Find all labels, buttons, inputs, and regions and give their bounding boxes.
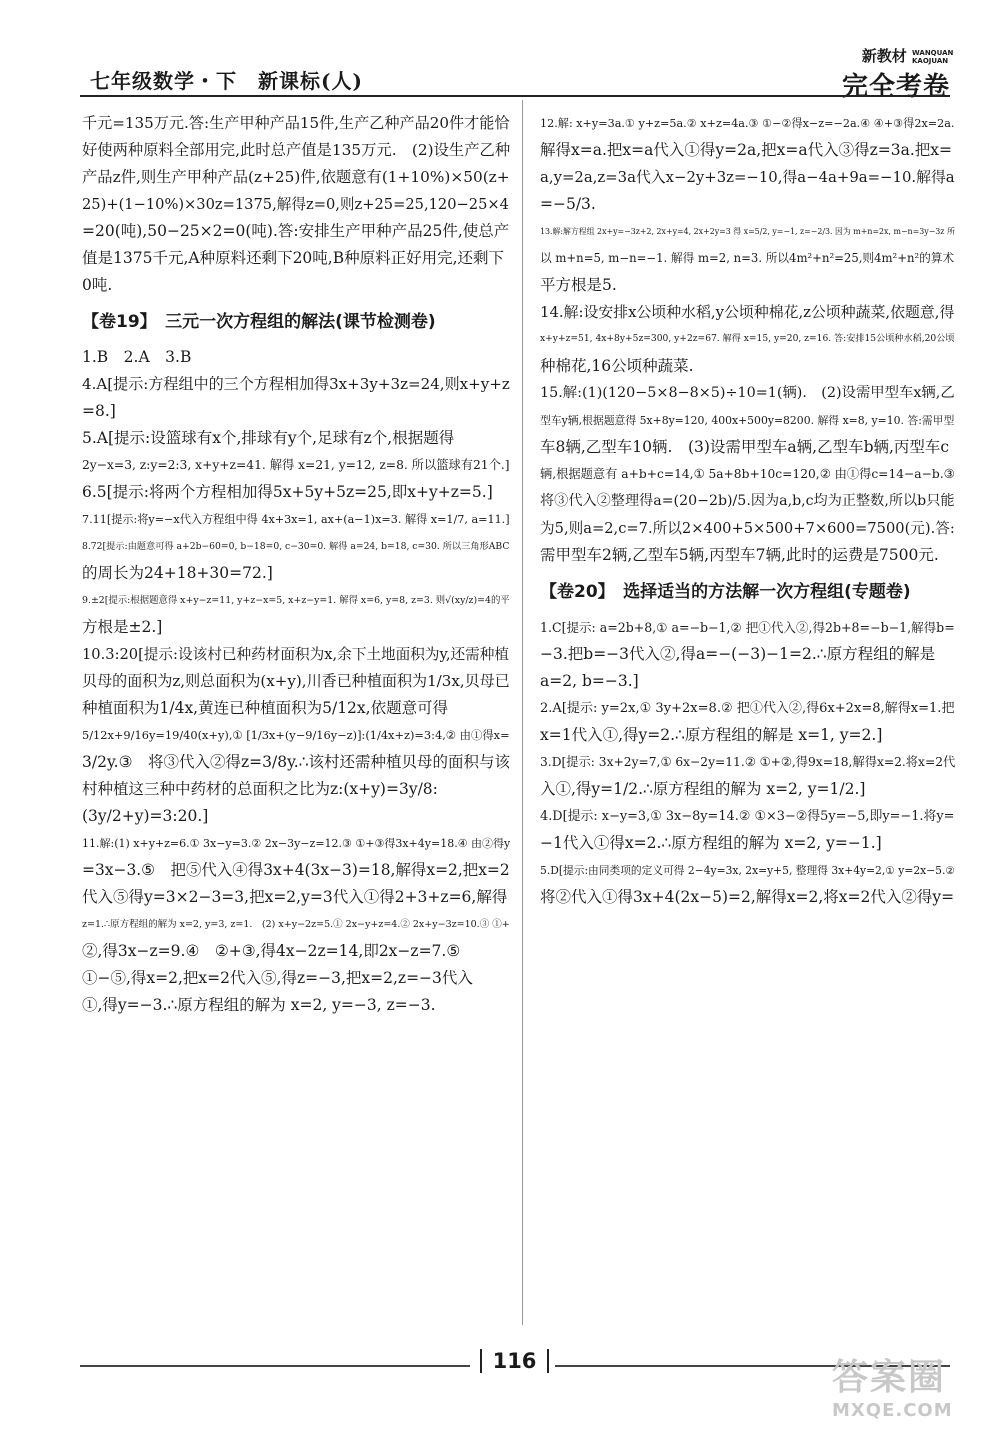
answer-line: 11.解:(1) x+y+z=6.① 3x−y=3.② 2x−3y−z=12.③ ①+③得3x+4y=18.④ 由②得y [82,837,510,850]
watermark-url: MXQE.COM [832,1400,953,1421]
answer-line: 5/12x+9/16y=19/40(x+y),① [1/3x+(y−9/16y−z)]:(1/4x+z)=3:4,② 由①得x= [82,728,510,742]
answer-line: 0吨. [82,276,113,294]
answer-line: 3/2y.③ 将③代入②得z=3/8y.∴该村还需种植贝母的面积与该 [82,753,510,771]
answer-line: 千元=135万元.答:生产甲种产品15件,生产乙种产品20件才能恰 [82,114,510,132]
answer-line: 7.11[提示:将y=−x代入方程组中得 4x+3x=1, ax+(a−1)x=3. 解得 x=1/7, a=11.] [82,513,510,526]
answer-line: 25)+(1−10%)×30z=1375,解得z=0,则z+25=25,120−25×4 [82,196,509,213]
answer-line: 入①,得y=1/2.∴原方程组的解为 x=2, y=1/2.] [540,780,866,798]
answer-line: 平方根是5. [540,276,617,294]
answer-line: ②,得3x−z=9.④ ②+③,得4x−2z=14,即2x−z=7.⑤ [82,942,461,960]
answer-line: 贝母的面积为z,则总面积为(x+y),川香已种植面积为1/3x,贝母已 [82,672,510,690]
answer-line: 好使两种原料全部用完,此时总产值是135万元. (2)设生产乙种 [82,141,510,159]
answer-line: 2y−x=3, z:y=2:3, x+y+z=41. 解得 x=21, y=12, z=8. 所以篮球有21个.] [82,458,510,472]
answer-line: x+y+z=51, 4x+8y+5z=300, y+2z=67. 解得 x=15, y=20, z=16. 答:安排15公顷种水稻,20公顷 [540,334,955,344]
answer-line: 8.72[提示:由题意可得 a+2b−60=0, b−18=0, c−30=0. 解得 a=24, b=18, c=30. 所以三角形ABC [82,541,510,552]
answer-line: a,y=2a,z=3a代入x−2y+3z=−10,得a−4a+9a=−10.解得a [540,168,955,186]
brand-top: 新教材 [861,47,907,65]
answer-line: 的周长为24+18+30=72.] [82,564,273,582]
brand-pinyin: WANQUAN KAOJUAN [912,49,954,65]
left-column [82,110,510,1019]
answer-line: 辆,根据题意有 a+b+c=14,① 5a+8b+10c=120,② 由①得c=14−a−b.③ [540,467,955,481]
right-column [540,110,955,911]
answer-line: 产品z件,则生产甲种产品(z+25)件,依题意有(1+10%)×50(z+ [82,168,510,186]
answer-line: 将③代入②整理得a=(20−2b)/5.因为a,b,c均为正整数,所以b只能 [540,493,955,509]
answer-line: (3y/2+y)=3:20.] [82,807,209,825]
answer-line: 为5,则a=2,c=7.所以2×400+5×500+7×600=7500(元).答: [540,520,955,537]
answer-line: −1代入①得x=2.∴原方程组的解为 x=2, y=−1.] [540,834,882,852]
answer-line: 9.±2[提示:根据题意得 x+y−z=11, y+z−x=5, x+z−y=1. 解得 x=6, y=8, z=3. 则√(xy/z)=4的平 [82,595,510,606]
answer-line: 12.解: x+y=3a.① y+z=5a.② x+z=4a.③ ①−②得x−z=−2a.④ ④+③得2x=2a. [540,117,955,130]
watermark-text: 答案圈 [832,1357,947,1398]
answer-line: a=2, b=−3.] [540,672,639,690]
answer-line: 5.A[提示:设篮球有x个,排球有y个,足球有z个,根据题得 [82,429,455,447]
answer-line: 需甲型车2辆,乙型车5辆,丙型车7辆,此时的运费是7500元. [540,546,939,564]
page-header [80,45,954,102]
answer-line: 解得x=a.把x=a代入①得y=2a,把x=a代入③得z=3a.把x= [540,141,953,159]
answer-line: =8.] [82,402,116,420]
brand-main: 完全考卷 [841,72,950,102]
answer-line: 3.D[提示: 3x+2y=7,① 6x−2y=11.② ①+②,得9x=18,解得x=2.将x=2代 [540,755,955,769]
answer-line: 将②代入①得3x+4(2x−5)=2,解得x=2,将x=2代入②得y= [540,888,955,906]
answer-line: 值是1375千元,A种原料还剩下20吨,B种原料正好用完,还剩下 [82,249,505,267]
answer-line: 5.D[提示:由同类项的定义可得 2−4y=3x, 2x=y+5, 整理得 3x+4y=2,① y=2x−5.② [540,864,955,877]
answer-line: 6.5[提示:将两个方程相加得5x+5y+5z=25,即x+y+z=5.] [82,483,493,501]
header-rule [80,95,950,97]
answer-line: 10.3:20[提示:设该村已种药材面积为x,余下土地面积为y,还需种植 [82,646,509,663]
section-heading-19: 【卷19】 三元一次方程组的解法(课节检测卷) [82,312,436,332]
answer-line: =−5/3. [540,195,596,213]
column-divider [522,100,523,1325]
watermark [832,1349,982,1419]
answer-line: 14.解:设安排x公顷种水稻,y公顷种棉花,z公顷种蔬菜,依题意,得 [540,303,955,321]
answer-line: 种植面积为1/4x,黄连已种植面积为5/12x,依题意可得 [82,699,449,717]
answer-line: 型车y辆,根据题意得 5x+8y=120, 400x+500y=8200. 解得 x=8, y=10. 答:需甲型 [540,414,955,427]
answer-line: z=1.∴原方程组的解为 x=2, y=3, z=1. (2) x+y−2z=5.① 2x−y+z=4.② 2x+y−3z=10.③ ①+ [82,919,510,930]
answer-line: 1.B 2.A 3.B [82,348,192,366]
answer-line: x=1代入①,得y=2.∴原方程组的解是 x=1, y=2.] [540,726,883,744]
answer-line: =20(吨),50−25×2=0(吨).答:安排生产甲种产品25件,使总产 [82,222,510,240]
answer-line: 代入⑤得y=3×2−3=3,把x=2,y=3代入①得2+3+z=6,解得 [82,888,508,906]
answer-line: 种棉花,16公顷种蔬菜. [540,357,694,375]
page-number: 116 [480,1349,549,1373]
answer-line: 村种植这三种中药材的总面积之比为z:(x+y)=3y/8: [82,780,438,798]
answer-line: 1.C[提示: a=2b+8,① a=−b−1,② 把①代入②,得2b+8=−b−1,解得b= [540,620,955,635]
answer-line: 15.解:(1)(120−5×8−8×5)÷10=1(辆). (2)设需甲型车x辆,乙 [540,385,955,401]
answer-line: 方根是±2.] [82,618,163,636]
answer-line: ①−⑤,得x=2,把x=2代入⑤,得z=−3,把x=2,z=−3代入 [82,969,473,987]
section-heading-20: 【卷20】 选择适当的方法解一次方程组(专题卷) [540,582,911,602]
answer-line: 13.解:解方程组 2x+y=−3z+2, 2x+y=4, 2x+2y=3 得 x=5/2, y=−1, z=−2/3. 因为 m+n=2x, m−n=3y−3z 所 [540,227,955,236]
answer-line: −3.把b=−3代入②,得a=−(−3)−1=2.∴原方程组的解是 [540,645,936,663]
answer-line: 4.A[提示:方程组中的三个方程相加得3x+3y+3z=24,则x+y+z [82,375,510,393]
answer-line: 4.D[提示: x−y=3,① 3x−8y=14.② ①×3−②得5y=−5,即y=−1.将y= [540,809,955,824]
answer-line: 以 m+n=5, m−n=−1. 解得 m=2, n=3. 所以4m²+n²=25,则4m²+n²的算术 [540,251,955,265]
answer-line: =3x−3.⑤ 把⑤代入④得3x+4(3x−3)=18,解得x=2,把x=2 [82,861,510,879]
footer-rule-left [80,1365,470,1367]
page-footer [80,1345,950,1385]
answer-line: ①,得y=−3.∴原方程组的解为 x=2, y=−3, z=−3. [82,996,436,1014]
book-title: 七年级数学・下 新课标(人) [90,69,363,93]
answer-line: 2.A[提示: y=2x,① 3y+2x=8.② 把①代入②,得6x+2x=8,解得x=1.把 [540,701,955,716]
answer-line: 车8辆,乙型车10辆. (3)设需甲型车a辆,乙型车b辆,丙型车c [540,438,950,456]
